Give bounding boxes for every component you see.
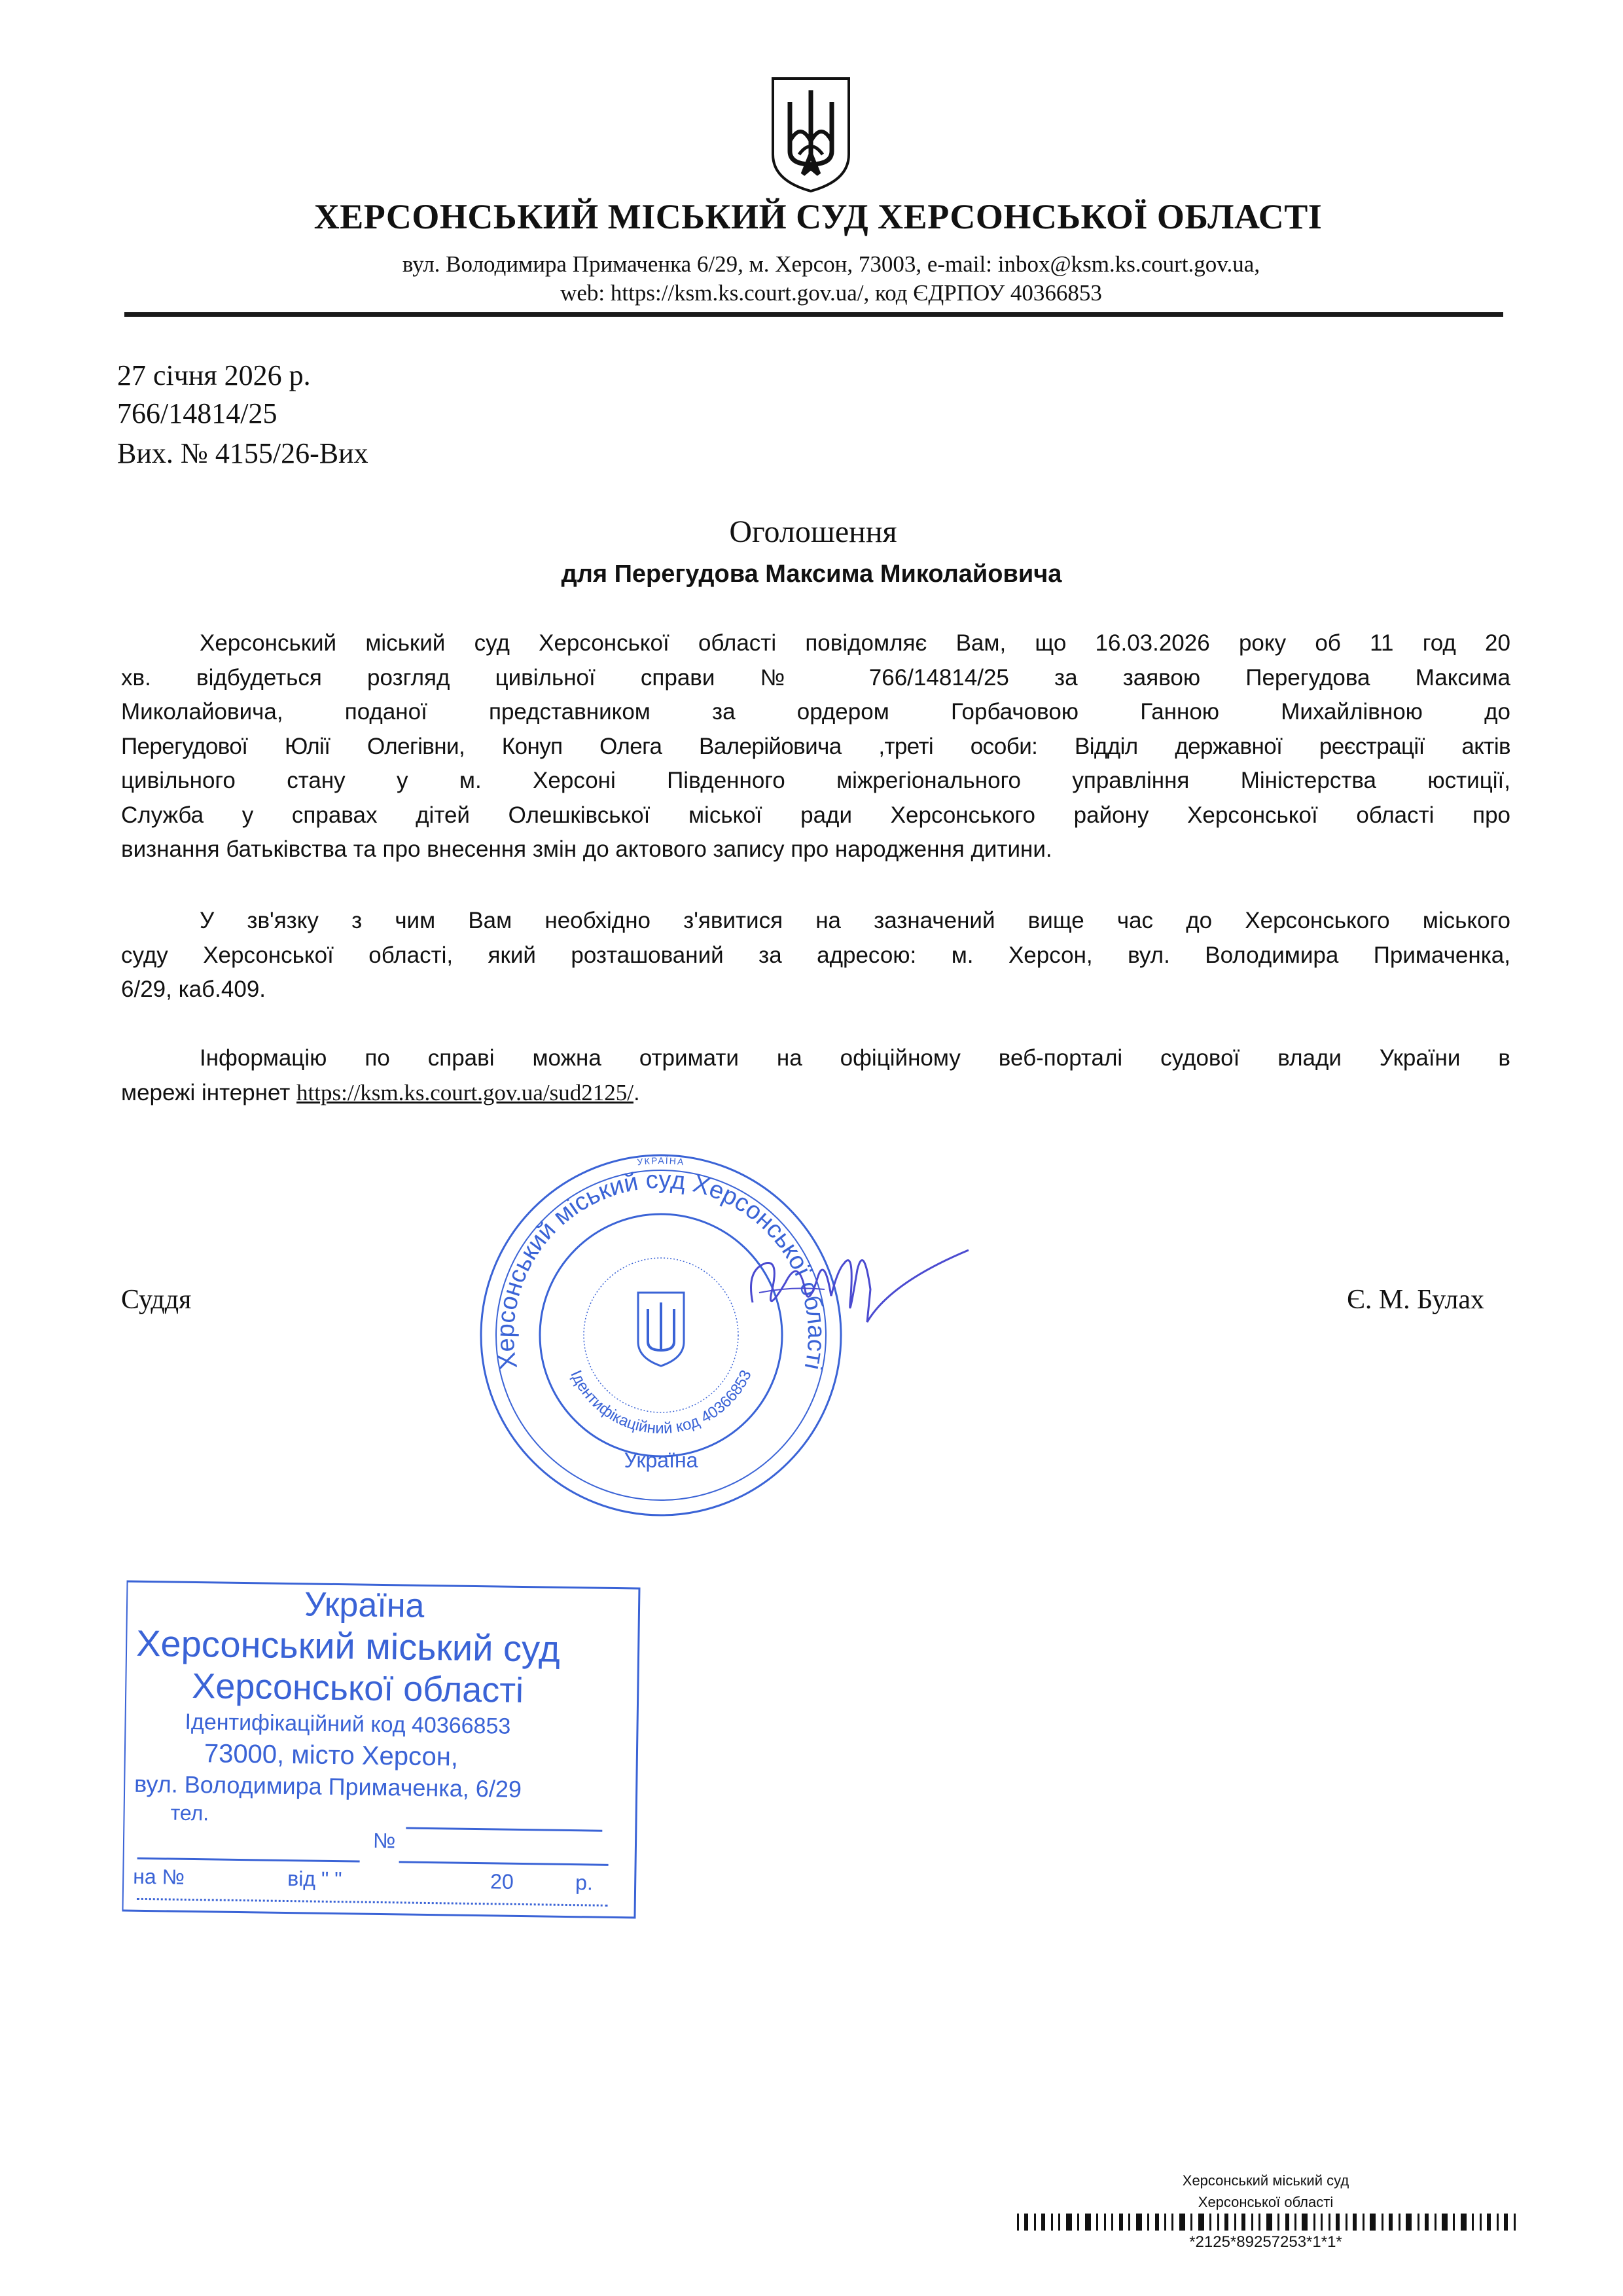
barcode-bar: [1171, 2214, 1173, 2231]
barcode-bar: [1435, 2214, 1436, 2231]
paragraph-line: Інформацію по справі можна отримати на офіційному веб-порталі судової влади України в: [200, 1045, 1510, 1071]
stamp-text: Херсонський міський суд: [135, 1622, 561, 1670]
paragraph-line: Херсонський міський суд Херсонської області повідомляє Вам, що 16.03.2026 року об 11 год 20: [200, 630, 1510, 656]
stamp-text: 73000, місто Херсон,: [204, 1739, 459, 1772]
barcode-bar: [1389, 2214, 1393, 2231]
paragraph-line: цивільного стану у м. Херсоні Південного міжрегіонального управління Міністерства юстиції,: [121, 768, 1510, 793]
barcode-bar: [1111, 2214, 1113, 2231]
barcode-bar: [1514, 2214, 1516, 2231]
barcode-bar: [1128, 2214, 1130, 2231]
court-address-line: вул. Володимира Примаченка 6/29, м. Херсон, 73003, e-mail: inbox@ksm.ks.court.gov.ua,: [402, 251, 1260, 277]
barcode-bar: [1119, 2214, 1123, 2231]
paragraph-line: У зв'язку з чим Вам необхідно з'явитися на зазначений вище час до Херсонського міського: [200, 908, 1510, 933]
barcode-bar: [1277, 2214, 1279, 2231]
notice-addressee: для Перегудова Максима Миколайовича: [561, 560, 1062, 588]
paragraph-line: Перегудової Юлії Олегівни, Конуп Олега Валерійовича ,треті особи: Відділ державної реєстрації актів: [121, 733, 1510, 759]
barcode-bar: [1504, 2214, 1508, 2231]
barcode-bar: [1217, 2214, 1219, 2231]
barcode-bar: [1198, 2214, 1204, 2231]
barcode-bar: [1104, 2214, 1106, 2231]
seal-band-text: УКРАЇНА: [636, 1155, 686, 1168]
barcode-bar: [1234, 2214, 1236, 2231]
stamp-text: Ідентифікаційний код 40366853: [185, 1709, 511, 1739]
trident-coat-of-arms-icon: [770, 76, 851, 194]
stamp-text: від " ": [287, 1867, 342, 1892]
barcode-bar: [1066, 2214, 1072, 2231]
outgoing-number: Вих. № 4155/26-Вих: [117, 437, 368, 469]
barcode-bar: [1179, 2214, 1185, 2231]
paragraph-hearing: [121, 626, 1510, 867]
barcode-bar: [1224, 2214, 1228, 2231]
barcode-bar: [1266, 2214, 1272, 2231]
barcode-bar: [1241, 2214, 1245, 2231]
barcode-bar: [1077, 2214, 1079, 2231]
paragraph-line: визнання батьківства та про внесення змін до актового запису про народження дитини.: [121, 836, 1052, 862]
barcode-bar: [1058, 2214, 1060, 2231]
svg-text:Ідентифікаційний код 40366853: [567, 1367, 755, 1437]
barcode-bar: [1155, 2214, 1159, 2231]
barcode-bar: [1190, 2214, 1192, 2231]
barcode-bar: [1017, 2214, 1019, 2231]
barcode-bar: [1480, 2214, 1482, 2231]
court-web-line: web: https://ksm.ks.court.gov.ua/, код ЄДРПОУ 40366853: [560, 280, 1102, 306]
barcode-bar: [1399, 2214, 1400, 2231]
registration-stamp: [122, 1581, 641, 1919]
barcode-bar: [1329, 2214, 1330, 2231]
barcode-bar: [1425, 2214, 1429, 2231]
stamp-text: на №: [133, 1864, 185, 1889]
barcode-bar: [1051, 2214, 1053, 2231]
case-number: 766/14814/25: [117, 397, 277, 429]
barcode-bar: [1302, 2214, 1308, 2231]
barcode-bar: [1294, 2214, 1296, 2231]
court-name-title: ХЕРСОНСЬКИЙ МІСЬКИЙ СУД ХЕРСОНСЬКОЇ ОБЛАСТІ: [313, 197, 1323, 236]
court-portal-link[interactable]: https://ksm.ks.court.gov.ua/sud2125/: [296, 1079, 633, 1105]
barcode-bar: [1147, 2214, 1149, 2231]
court-round-seal: [478, 1152, 844, 1518]
paragraph-appearance: [121, 904, 1510, 1007]
judge-name: Є. М. Булах: [1347, 1285, 1484, 1315]
barcode-bar: [1136, 2214, 1142, 2231]
barcode-bar: [1336, 2214, 1340, 2231]
notice-heading: Оголошення: [729, 514, 897, 549]
seal-bottom-text: Україна: [624, 1448, 698, 1472]
footer-court-line: Херсонської області: [1198, 2194, 1334, 2210]
stamp-text: вул. Володимира Примаченка, 6/29: [134, 1770, 522, 1803]
barcode-bar: [1382, 2214, 1383, 2231]
seal-inner-text: Ідентифікаційний код 40366853: [567, 1367, 755, 1438]
paragraph-line: хв. відбудеться розгляд цивільної справи № 766/14814/25 за заявою Перегудова Максима: [121, 664, 1510, 691]
stamp-text: р.: [575, 1871, 594, 1895]
judge-role: Суддя: [121, 1285, 192, 1315]
seal-outer-text: Херсонський міський суд Херсонської області: [491, 1166, 830, 1372]
barcode-bar: [1285, 2214, 1289, 2231]
paragraph-line: суду Херсонської області, який розташований за адресою: м. Херсон, вул. Володимира Примаченка,: [121, 942, 1510, 968]
letter-date: 27 січня 2026 р.: [117, 359, 311, 391]
barcode-bar: [1497, 2214, 1499, 2231]
judge-signature: [740, 1230, 975, 1335]
footer-court-label: [1069, 2170, 1462, 2213]
text: .: [633, 1079, 640, 1105]
barcode-bar: [1363, 2214, 1364, 2231]
stamp-text: Україна: [304, 1585, 425, 1625]
text: мережі інтернет: [121, 1079, 297, 1105]
barcode-bar: [1472, 2214, 1474, 2231]
paragraph-line: Служба у справах дітей Олешківської міської ради Херсонського району Херсонської області про: [121, 802, 1510, 828]
barcode-number: *2125*89257253*1*1*: [1189, 2233, 1342, 2251]
barcode-bar: [1024, 2214, 1028, 2231]
paragraph-line: [121, 1076, 1510, 1111]
barcode-bar: [1353, 2214, 1357, 2231]
barcode-bar: [1406, 2214, 1412, 2231]
barcode-bar: [1085, 2214, 1091, 2231]
barcode-bar: [1346, 2214, 1347, 2231]
paragraph-line: 6/29, каб.409.: [121, 977, 266, 1002]
barcode-bar: [1034, 2214, 1036, 2231]
barcode-bar: [1453, 2214, 1455, 2231]
stamp-text: Херсонської області: [191, 1666, 524, 1711]
header-divider: [124, 312, 1503, 317]
barcode-bar: [1370, 2214, 1376, 2231]
barcode-bar: [1209, 2214, 1211, 2231]
barcode-bar: [1164, 2214, 1166, 2231]
barcode-bar: [1096, 2214, 1098, 2231]
stamp-text: №: [372, 1828, 396, 1853]
barcode-bar: [1442, 2214, 1448, 2231]
barcode-bar: [1041, 2214, 1045, 2231]
barcode-bar: [1313, 2214, 1315, 2231]
barcode-bar: [1487, 2214, 1491, 2231]
paragraph-info: [121, 1041, 1510, 1110]
barcode-bar: [1461, 2214, 1467, 2231]
stamp-text: тел.: [170, 1801, 209, 1825]
footer-court-line: Херсонський міський суд: [1182, 2172, 1349, 2189]
barcode-bar: [1418, 2214, 1419, 2231]
document-barcode: [1017, 2214, 1516, 2231]
barcode-bar: [1321, 2214, 1323, 2231]
paragraph-line: Миколайовича, поданої представником за ордером Горбачовою Ганною Михайлівною до: [121, 699, 1510, 725]
barcode-bar: [1251, 2214, 1253, 2231]
stamp-text: 20: [490, 1869, 514, 1893]
barcode-bar: [1258, 2214, 1260, 2231]
